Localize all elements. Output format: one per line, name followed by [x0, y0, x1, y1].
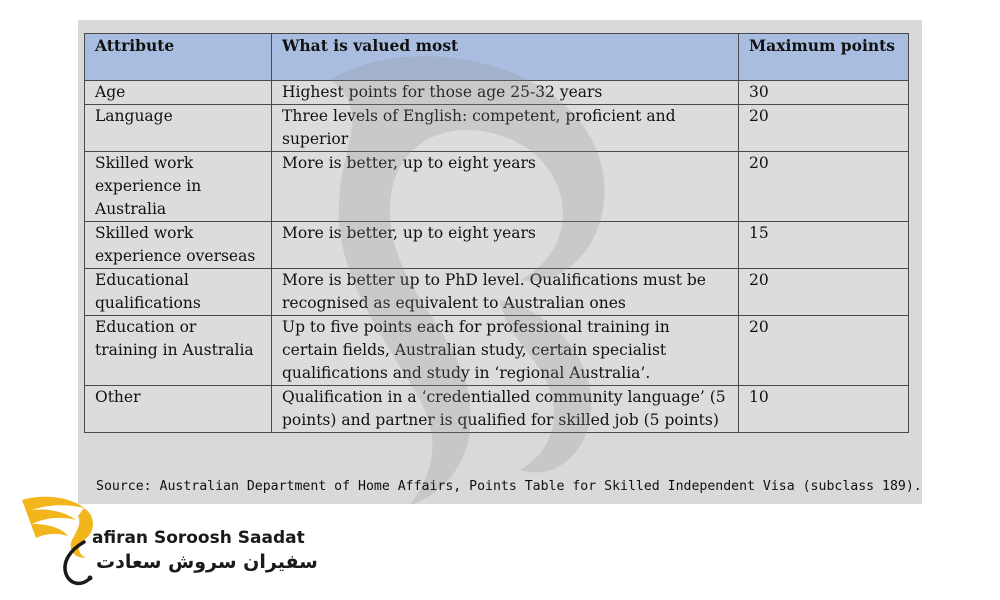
- table-header-row: [85, 34, 909, 81]
- cell-points: 30: [739, 81, 909, 105]
- cell-valued: Highest points for those age 25-32 years: [272, 81, 739, 105]
- bird-logo-icon: [18, 492, 98, 588]
- cell-attribute: Educational qualifications: [85, 269, 272, 316]
- cell-points: 20: [739, 152, 909, 222]
- cell-attribute: Language: [85, 105, 272, 152]
- brand-name-latin: afiran Soroosh Saadat: [92, 528, 305, 548]
- header-points: Maximum points: [739, 34, 909, 81]
- table-row: [85, 269, 909, 316]
- cell-points: 15: [739, 222, 909, 269]
- table-row: [85, 152, 909, 222]
- points-table: [84, 33, 909, 433]
- cell-points: 20: [739, 105, 909, 152]
- cell-attribute: Other: [85, 386, 272, 433]
- table-row: [85, 222, 909, 269]
- cell-valued: More is better up to PhD level. Qualifications must be recognised as equivalent to Australian ones: [272, 269, 739, 316]
- cell-valued: Up to five points each for professional training in certain fields, Australian study, certain specialist qualifications and study in ‘regional Australia’.: [272, 316, 739, 386]
- table-row: [85, 386, 909, 433]
- table-row: [85, 105, 909, 152]
- cell-attribute: Age: [85, 81, 272, 105]
- cell-valued: Qualification in a ‘credentialled community language’ (5 points) and partner is qualified for skilled job (5 points): [272, 386, 739, 433]
- cell-valued: Three levels of English: competent, proficient and superior: [272, 105, 739, 152]
- cell-attribute: Skilled work experience in Australia: [85, 152, 272, 222]
- cell-attribute: Skilled work experience overseas: [85, 222, 272, 269]
- source-note: Source: Australian Department of Home Affairs, Points Table for Skilled Independent Visa (subclass 189).: [96, 479, 922, 494]
- brand-name-farsi: سفیران سروش سعادت: [96, 551, 318, 573]
- cell-points: 20: [739, 269, 909, 316]
- table-row: [85, 81, 909, 105]
- cell-valued: More is better, up to eight years: [272, 222, 739, 269]
- cell-attribute: Education or training in Australia: [85, 316, 272, 386]
- table-row: [85, 316, 909, 386]
- cell-points: 20: [739, 316, 909, 386]
- cell-points: 10: [739, 386, 909, 433]
- cell-valued: More is better, up to eight years: [272, 152, 739, 222]
- header-valued: What is valued most: [272, 34, 739, 81]
- header-attribute: Attribute: [85, 34, 272, 81]
